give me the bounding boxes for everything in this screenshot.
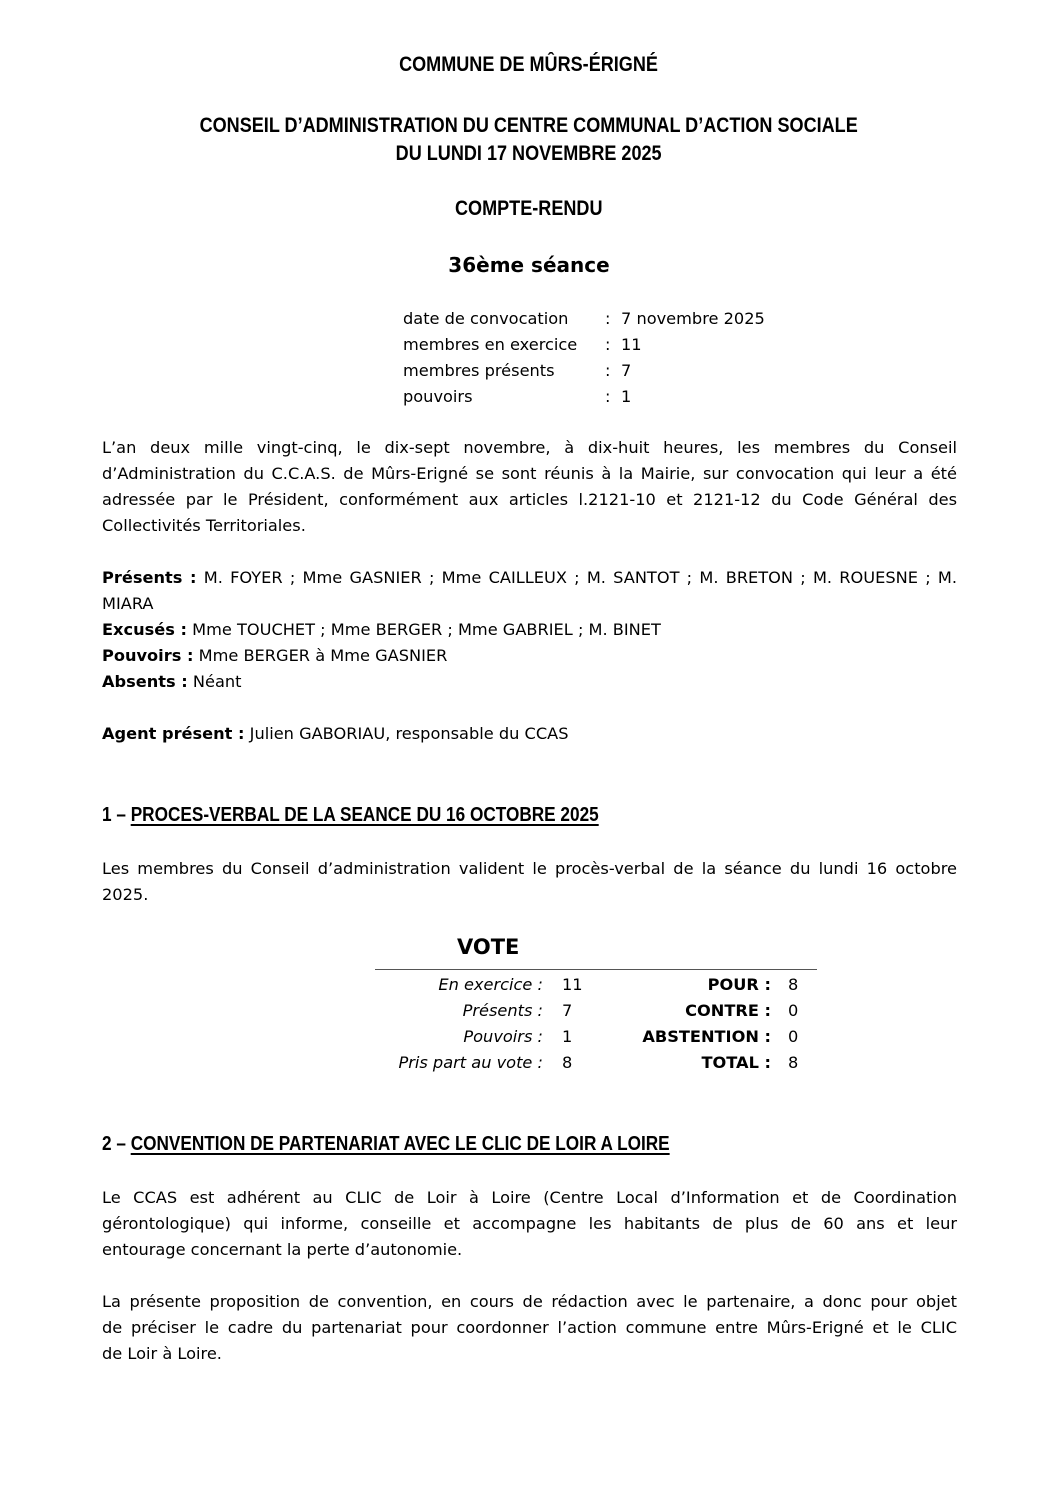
section-1-heading — [102, 804, 680, 827]
section-2-paragraph-1 — [102, 1185, 957, 1263]
vote-result-label: ABSTENTION : — [642, 1027, 771, 1046]
vote-label: Pris part au vote : — [398, 1053, 543, 1072]
paragraph-line: adressée par le Président, conformément aux articles l.2121-10 et 2121-12 du Code Général des — [102, 490, 957, 509]
agent-value: Julien GABORIAU, responsable du CCAS — [244, 724, 569, 743]
vote-row — [375, 972, 817, 998]
convocation-separator: : — [605, 387, 611, 406]
vote-label: En exercice : — [438, 975, 543, 994]
vote-divider — [375, 969, 817, 970]
convocation-row — [403, 332, 823, 358]
excuses-value: Mme TOUCHET ; Mme BERGER ; Mme GABRIEL ; M. BINET — [186, 620, 661, 639]
convocation-block — [403, 306, 823, 410]
vote-row — [375, 1024, 817, 1050]
vote-label: Présents : — [462, 1001, 543, 1020]
excuses-label: Excusés : — [102, 620, 187, 639]
excuses-line — [102, 617, 661, 643]
vote-result-value: 0 — [788, 1001, 799, 1020]
vote-result-label: TOTAL : — [701, 1053, 771, 1072]
paragraph-line: de Loir à Loire. — [102, 1344, 222, 1363]
presents-line — [102, 565, 957, 591]
commune-title: COMMUNE DE MÛRS-ÉRIGNÉ — [399, 53, 659, 76]
convocation-separator: : — [605, 335, 611, 354]
section-1-paragraph — [102, 856, 957, 908]
absents-value: Néant — [187, 672, 242, 691]
section-2-title: CONVENTION DE PARTENARIAT AVEC LE CLIC DE LOIR A LOIRE — [130, 1133, 670, 1155]
paragraph-line: La présente proposition de convention, en cours de rédaction avec le partenaire, a donc pour objet — [102, 1292, 957, 1311]
presents-label: Présents : — [102, 568, 197, 587]
vote-value: 1 — [562, 1027, 573, 1046]
convocation-value: 7 novembre 2025 — [621, 309, 765, 328]
vote-row — [375, 1050, 817, 1076]
council-title-line1: CONSEIL D’ADMINISTRATION DU CENTRE COMMUNAL D’ACTION SOCIALE — [199, 114, 859, 137]
vote-result-label: CONTRE : — [685, 1001, 771, 1020]
document-type: COMPTE-RENDU — [455, 197, 603, 220]
agent-label: Agent présent : — [102, 724, 245, 743]
vote-result-label: POUR : — [707, 975, 771, 994]
vote-value: 7 — [562, 1001, 573, 1020]
convocation-label: membres présents — [403, 361, 555, 380]
convocation-label: membres en exercice — [403, 335, 578, 354]
seance-number: 36ème séance — [448, 253, 610, 277]
council-title — [0, 112, 1058, 168]
presents-block — [102, 565, 957, 617]
paragraph-line: L’an deux mille vingt-cinq, le dix-sept novembre, à dix-huit heures, les membres du Conseil — [102, 438, 957, 457]
paragraph-line: Collectivités Territoriales. — [102, 516, 306, 535]
pouvoirs-line — [102, 643, 447, 669]
vote-result-value: 8 — [788, 975, 799, 994]
paragraph-line: 2025. — [102, 885, 149, 904]
convocation-row — [403, 384, 823, 410]
section-1-number: 1 – — [102, 804, 131, 826]
absents-line — [102, 669, 242, 695]
agent-line — [102, 721, 568, 747]
presents-line-continued: MIARA — [102, 594, 154, 613]
section-1-title: PROCES-VERBAL DE LA SEANCE DU 16 OCTOBRE 2025 — [130, 804, 599, 826]
convocation-value: 1 — [621, 387, 632, 406]
section-2-number: 2 – — [102, 1133, 131, 1155]
paragraph-line: de préciser le cadre du partenariat pour coordonner l’action commune entre Mûrs-Erigné et le CLIC — [102, 1318, 957, 1337]
section-2-heading — [102, 1133, 762, 1156]
pouvoirs-label: Pouvoirs : — [102, 646, 194, 665]
section-2-paragraph-2 — [102, 1289, 957, 1367]
convocation-label: date de convocation — [403, 309, 569, 328]
paragraph-line: gérontologique) qui informe, conseille et accompagne les habitants de plus de 60 ans et leur — [102, 1214, 957, 1233]
vote-result-value: 0 — [788, 1027, 799, 1046]
vote-result-value: 8 — [788, 1053, 799, 1072]
vote-row — [375, 998, 817, 1024]
absents-label: Absents : — [102, 672, 188, 691]
vote-value: 11 — [562, 975, 583, 994]
vote-title: VOTE — [457, 935, 520, 959]
convocation-row — [403, 306, 823, 332]
presents-value: M. FOYER ; Mme GASNIER ; Mme CAILLEUX ; M. SANTOT ; M. BRETON ; M. ROUESNE ; M. — [196, 568, 957, 587]
convocation-row — [403, 358, 823, 384]
paragraph-line: Le CCAS est adhérent au CLIC de Loir à Loire (Centre Local d’Information et de Coordination — [102, 1188, 957, 1207]
paragraph-line: Les membres du Conseil d’administration valident le procès-verbal de la séance du lundi 16 octobre — [102, 859, 957, 878]
convocation-value: 11 — [621, 335, 642, 354]
convocation-separator: : — [605, 361, 611, 380]
council-title-line2: DU LUNDI 17 NOVEMBRE 2025 — [396, 142, 662, 165]
convocation-value: 7 — [621, 361, 632, 380]
paragraph-line: d’Administration du C.C.A.S. de Mûrs-Erigné se sont réunis à la Mairie, sur convocation qui leur a été — [102, 464, 957, 483]
convocation-separator: : — [605, 309, 611, 328]
convocation-label: pouvoirs — [403, 387, 473, 406]
pouvoirs-value: Mme BERGER à Mme GASNIER — [193, 646, 448, 665]
vote-value: 8 — [562, 1053, 573, 1072]
vote-label: Pouvoirs : — [463, 1027, 543, 1046]
paragraph-line: entourage concernant la perte d’autonomie. — [102, 1240, 463, 1259]
intro-paragraph — [102, 435, 957, 539]
